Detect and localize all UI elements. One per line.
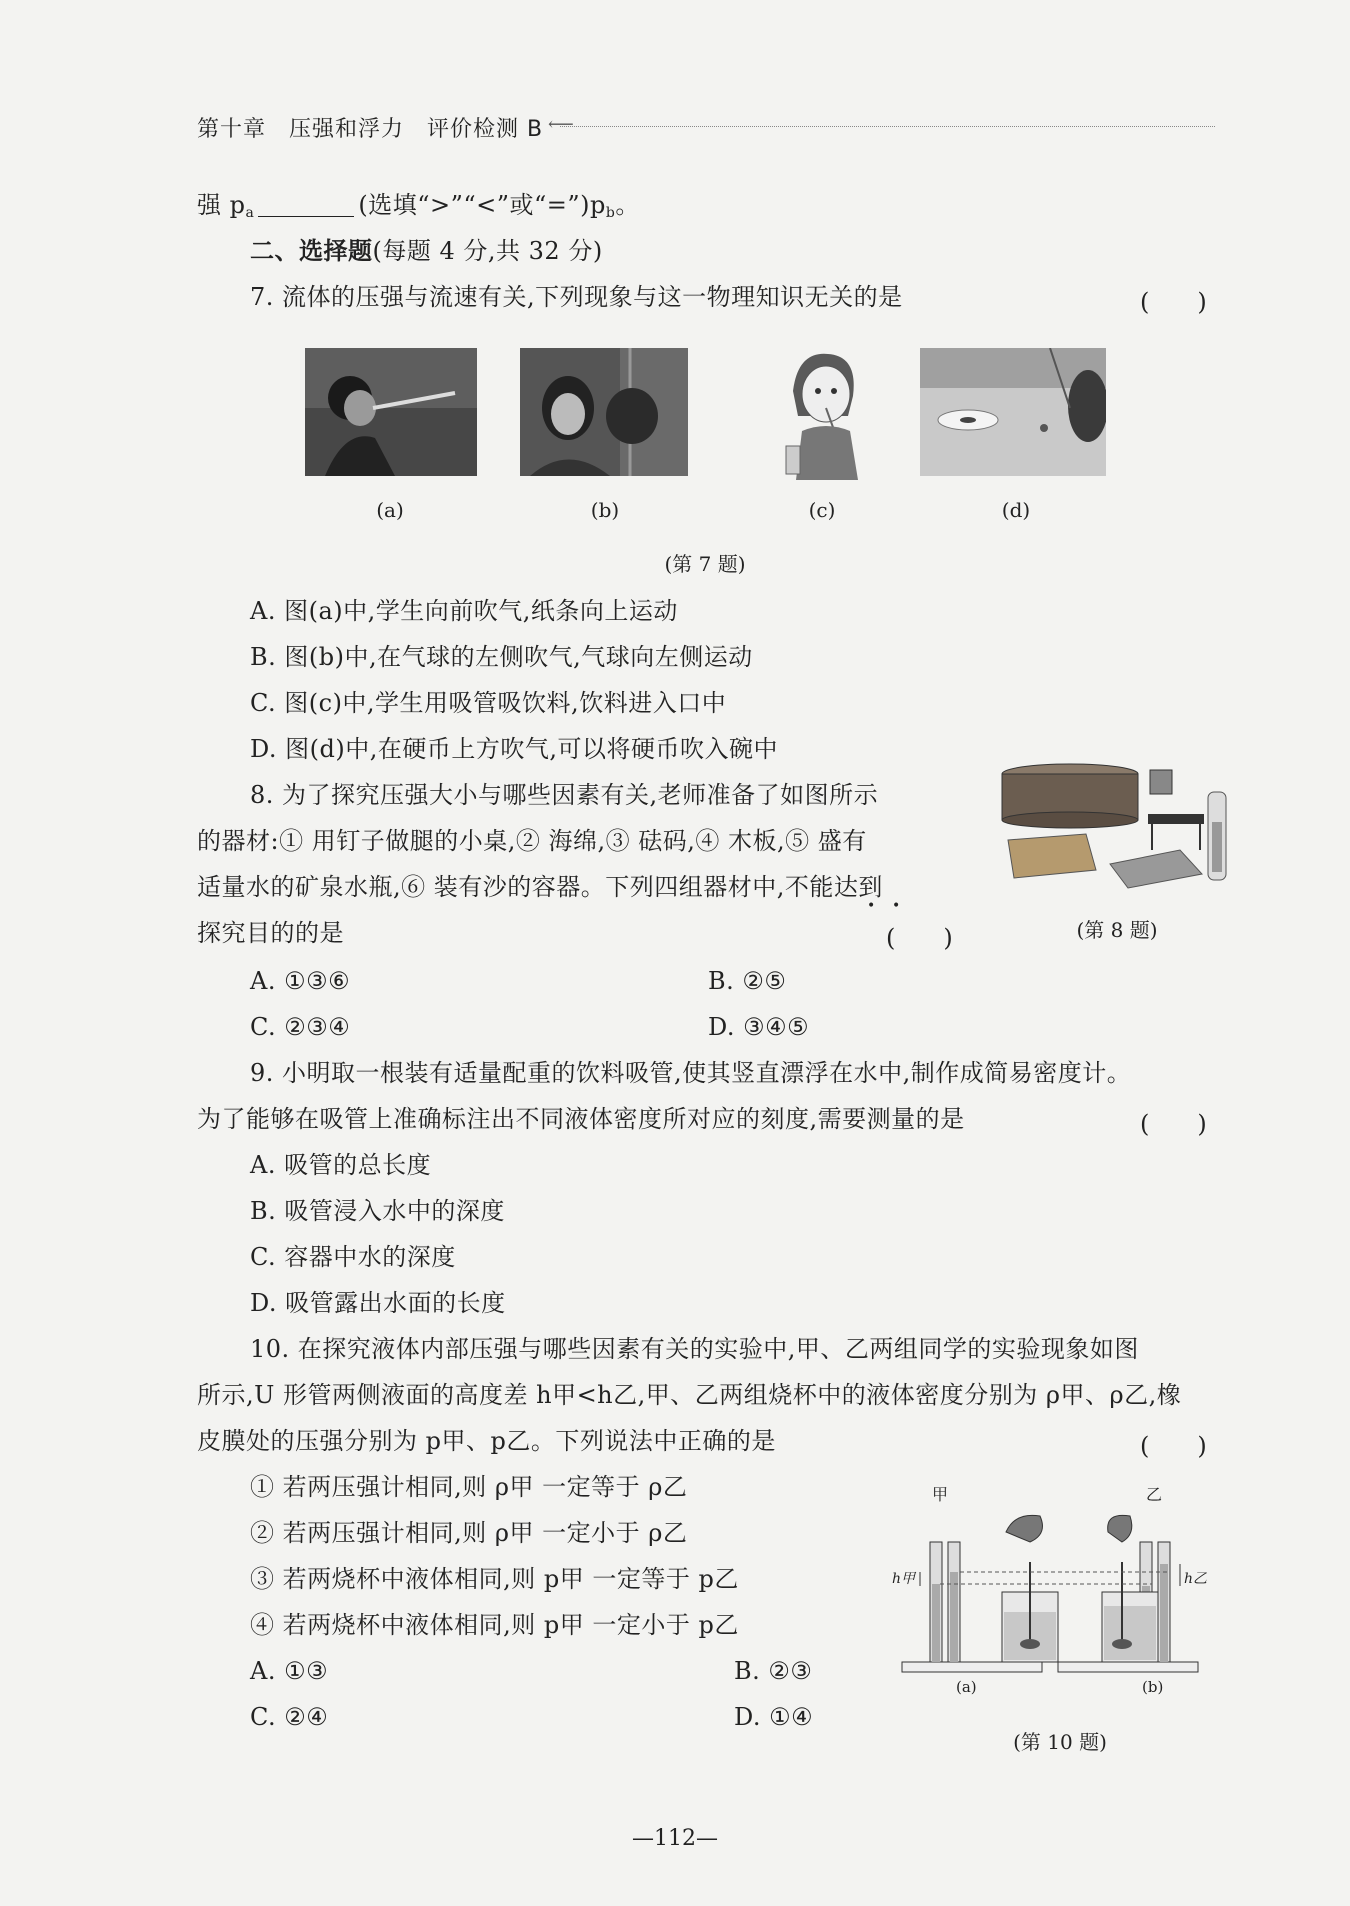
q7-cartoon-c <box>768 346 878 480</box>
q7-label-d: (d) <box>1001 498 1031 522</box>
q10-option-c: C. ②④ <box>250 1703 329 1731</box>
q7-label-b: (b) <box>590 498 620 522</box>
q10-line-2: 所示,U 形管两侧液面的高度差 h甲<h乙,甲、乙两组烧杯中的液体密度分别为 ρ甲、ρ乙,橡 <box>197 1381 1182 1409</box>
q9-option-a: A. 吸管的总长度 <box>250 1151 432 1179</box>
q8-answer-paren: ( ) <box>886 924 953 952</box>
q8-line-1: 8. 为了探究压强大小与哪些因素有关,老师准备了如图所示 <box>250 781 879 809</box>
fig-label-h-jia: h甲 <box>892 1571 916 1587</box>
fig-label-yi: 乙 <box>1146 1485 1163 1504</box>
q7-label-c: (c) <box>808 498 836 522</box>
q8-caption: (第 8 题) <box>1076 918 1158 942</box>
q8-option-d: D. ③④⑤ <box>708 1013 810 1041</box>
q7-photo-d <box>920 348 1106 476</box>
q10-option-d: D. ①④ <box>734 1703 814 1731</box>
q7-option-a: A. 图(a)中,学生向前吹气,纸条向上运动 <box>250 597 678 625</box>
q10-statement-1: ① 若两压强计相同,则 ρ甲 一定等于 ρ乙 <box>250 1473 688 1501</box>
q10-figure <box>890 1482 1210 1702</box>
q9-option-b: B. 吸管浸入水中的深度 <box>250 1197 505 1225</box>
q7-option-b: B. 图(b)中,在气球的左侧吹气,气球向左侧运动 <box>250 643 753 671</box>
q8-option-a: A. ①③⑥ <box>250 967 351 995</box>
q10-statement-2: ② 若两压强计相同,则 ρ甲 一定小于 ρ乙 <box>250 1519 688 1547</box>
header-arrow-icon: ⟵ <box>548 114 574 135</box>
q8-line-2: 的器材:① 用钉子做腿的小桌,② 海绵,③ 砝码,④ 木板,⑤ 盛有 <box>197 827 867 855</box>
q7-option-d: D. 图(d)中,在硬币上方吹气,可以将硬币吹入碗中 <box>250 735 778 763</box>
section-title: 二、选择题(每题 4 分,共 32 分) <box>250 237 603 265</box>
q8-line-4: 探究目的的是 <box>197 919 344 947</box>
fig-label-h-yi: h乙 <box>1184 1571 1208 1587</box>
q7-photo-a <box>305 348 477 476</box>
page-number: —112— <box>632 1826 718 1851</box>
q10-caption: (第 10 题) <box>1013 1730 1107 1754</box>
emphasis-dot: • <box>867 898 876 914</box>
q10-option-a: A. ①③ <box>250 1657 329 1685</box>
q10-answer-paren: ( ) <box>1140 1432 1207 1460</box>
answer-blank <box>258 194 354 217</box>
q10-option-b: B. ②③ <box>734 1657 813 1685</box>
q7-answer-paren: ( ) <box>1140 288 1207 316</box>
q7-caption: (第 7 题) <box>664 552 746 576</box>
q10-line-1: 10. 在探究液体内部压强与哪些因素有关的实验中,甲、乙两组同学的实验现象如图 <box>250 1335 1139 1363</box>
q7-label-a: (a) <box>376 498 404 522</box>
q7-photo-b <box>520 348 688 476</box>
q9-answer-paren: ( ) <box>1140 1110 1207 1138</box>
q10-line-3: 皮膜处的压强分别为 p甲、p乙。下列说法中正确的是 <box>197 1427 776 1455</box>
q8-option-c: C. ②③④ <box>250 1013 351 1041</box>
emphasis-dot: • <box>892 898 901 914</box>
q8-figure <box>1000 762 1230 892</box>
q10-statement-3: ③ 若两烧杯中液体相同,则 p甲 一定等于 p乙 <box>250 1565 739 1593</box>
q9-line-1: 9. 小明取一根装有适量配重的饮料吸管,使其竖直漂浮在水中,制作成简易密度计。 <box>250 1059 1132 1087</box>
q7-option-c: C. 图(c)中,学生用吸管吸饮料,饮料进入口中 <box>250 689 727 717</box>
fig-label-b: (b) <box>1142 1678 1164 1696</box>
q10-statement-4: ④ 若两烧杯中液体相同,则 p甲 一定小于 p乙 <box>250 1611 739 1639</box>
chapter-header: 第十章 压强和浮力 评价检测 B <box>197 117 544 142</box>
q8-line-3: 适量水的矿泉水瓶,⑥ 装有沙的容器。下列四组器材中,不能达到 <box>197 873 883 901</box>
carryover-line: 强 $p_a$ (选填“>”“<”或“$=”)p_b$。 <box>197 191 640 221</box>
q9-line-2: 为了能够在吸管上准确标注出不同液体密度所对应的刻度,需要测量的是 <box>197 1105 965 1133</box>
header-divider <box>560 126 1215 127</box>
q9-option-c: C. 容器中水的深度 <box>250 1243 456 1271</box>
q8-option-b: B. ②⑤ <box>708 967 787 995</box>
fig-label-a: (a) <box>956 1678 977 1696</box>
fig-label-jia: 甲 <box>932 1485 949 1504</box>
q9-option-d: D. 吸管露出水面的长度 <box>250 1289 506 1317</box>
q7-stem: 7. 流体的压强与流速有关,下列现象与这一物理知识无关的是 <box>250 283 903 311</box>
